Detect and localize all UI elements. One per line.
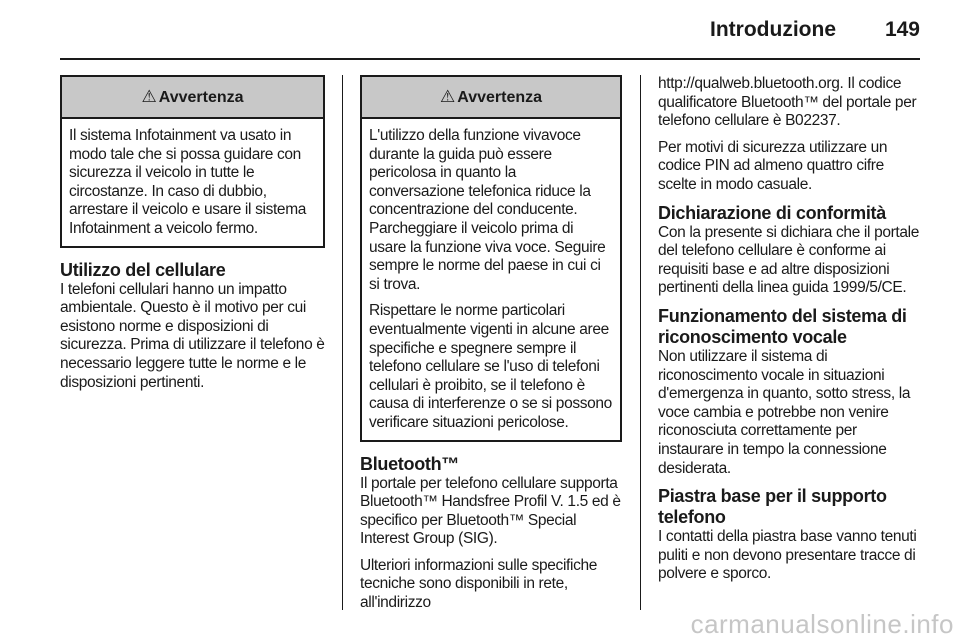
warning-text: Il sistema Infotainment va usato in modo tale che si possa guidare con sicurezza il veicolo in tutte le circostanze. In caso di dubbio, arrestare il veicolo e usare il sistema Infotainment a veicolo fermo. <box>69 127 307 237</box>
warning-icon: ⚠ <box>439 87 456 106</box>
watermark: carmanualsonline.info <box>690 609 954 639</box>
section-text: Con la presente si dichiara che il portale del telefono cellulare è conforme ai requisiti base e ad altre disposizioni pertinenti della linea guida 1999/5/CE. <box>658 223 920 297</box>
section-text: I contatti della piastra base vanno tenuti puliti e non devono presentare tracce di polvere e sporco. <box>658 528 917 583</box>
section-mobile-use <box>60 260 325 393</box>
section-heading: Piastra base per il supporto telefono <box>658 486 887 528</box>
section-base-plate <box>658 486 924 584</box>
page-header <box>60 0 920 60</box>
warning-title: Avvertenza <box>158 89 244 106</box>
chapter-title: Introduzione <box>710 18 836 41</box>
warning-body <box>362 119 620 440</box>
warning-title: Avvertenza <box>457 89 543 106</box>
section-heading: Funzionamento del sistema di riconoscimento vocale <box>658 305 907 347</box>
column-2 <box>360 75 622 621</box>
section-text: Non utilizzare il sistema di riconoscimento vocale in situazioni d'emergenza in quanto, sotto stress, la voce cambia e potrebbe non venire riconosciuta correttamente per instaurare in tempo la connessione desiderata. <box>658 347 911 477</box>
warning-body <box>62 119 323 246</box>
paragraph-qualifier: http://qualweb.bluetooth.org. Il codice qualificatore Bluetooth™ del portale per telefono cellulare è B02237. <box>658 75 917 130</box>
page-number: 149 <box>884 18 920 41</box>
warning-text-2: Rispettare le norme particolari eventualmente vigenti in alcune aree specifiche e spegnere sempre il telefono cellulare se l'uso di telefoni cellulari è proibito, se il telefono è causa di interferenze o se si possono verificare situazioni pericolose. <box>369 302 612 431</box>
column-divider-1 <box>342 75 343 610</box>
column-divider-2 <box>640 75 641 610</box>
warning-header <box>362 77 620 119</box>
section-text-1: Il portale per telefono cellulare supporta Bluetooth™ Handsfree Profil V. 1.5 ed è specifico per Bluetooth™ Special Interest Group (SIG). <box>360 474 621 548</box>
section-bluetooth <box>360 454 622 613</box>
section-voice-recognition <box>658 306 924 478</box>
column-1 <box>60 75 325 400</box>
warning-icon: ⚠ <box>141 87 157 106</box>
section-heading: Utilizzo del cellulare <box>60 259 226 280</box>
section-conformity <box>658 203 924 298</box>
section-text: I telefoni cellulari hanno un impatto ambientale. Questo è il motivo per cui esistono norme e disposizioni di sicurezza. Prima di utilizzare il telefono è necessario leggere tutte le norme e le disposizioni pertinenti. <box>60 280 325 391</box>
header-divider <box>60 58 920 60</box>
warning-box <box>60 75 325 248</box>
section-heading: Bluetooth™ <box>360 453 459 474</box>
warning-box <box>360 75 622 442</box>
paragraph-pin: Per motivi di sicurezza utilizzare un codice PIN ad almeno quattro cifre scelte in modo casuale. <box>658 138 888 193</box>
column-3 <box>658 75 924 592</box>
warning-header <box>62 77 323 119</box>
section-text-2: Ulteriori informazioni sulle specifiche tecniche sono disponibili in rete, all'indirizzo <box>360 556 598 612</box>
warning-text-1: L'utilizzo della funzione vivavoce durante la guida può essere pericolosa in quanto la conversazione telefonica riduce la concentrazione del conducente. Parcheggiare il veicolo prima di usare la funzione viva voce. Seguire sempre le norme del paese in cui ci si trova. <box>369 127 606 293</box>
section-heading: Dichiarazione di conformità <box>658 202 886 223</box>
